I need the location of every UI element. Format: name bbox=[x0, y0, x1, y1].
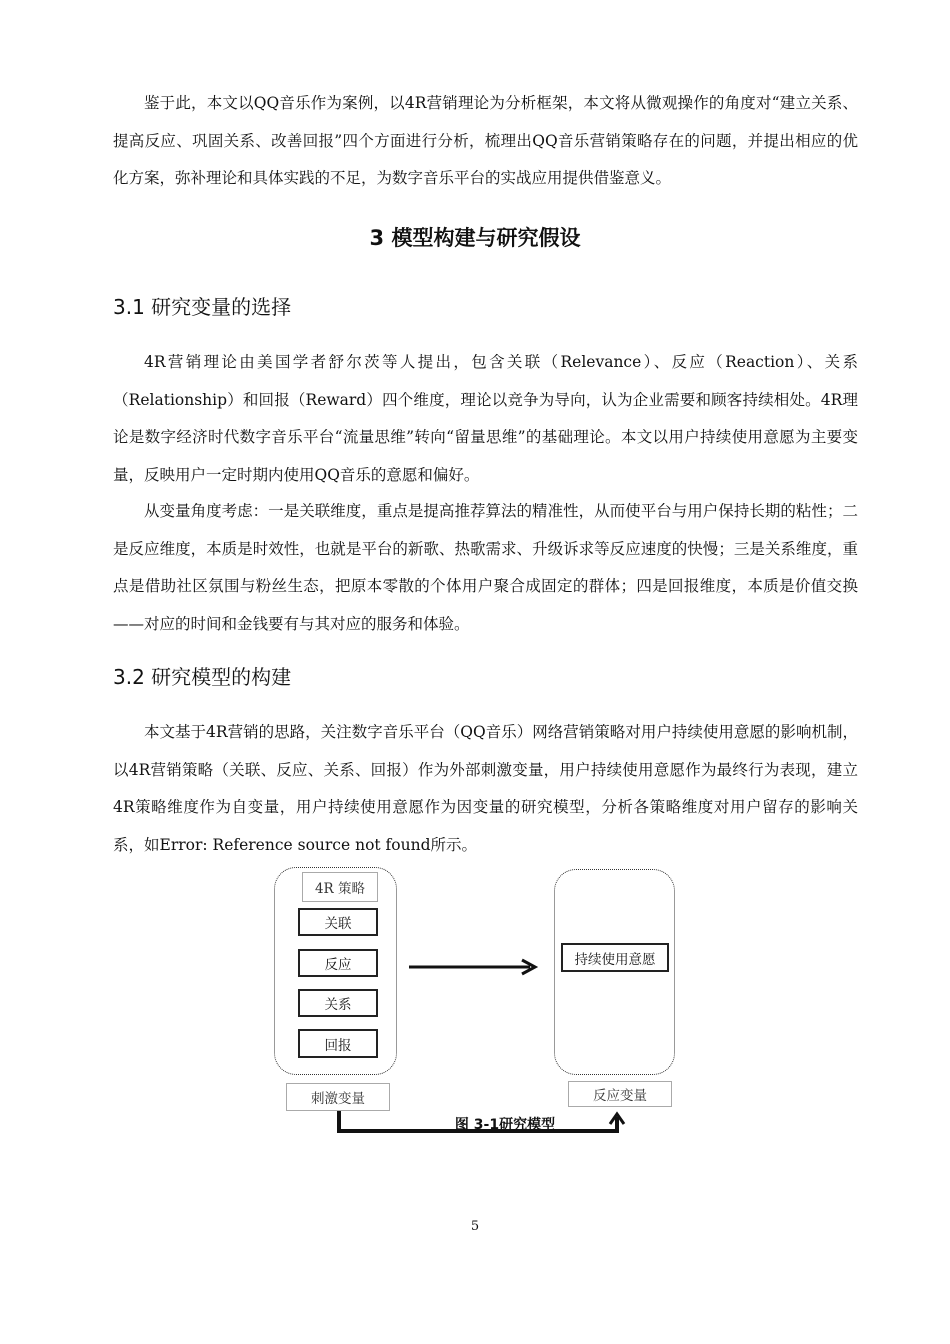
dimension-reaction: 反应 bbox=[298, 949, 378, 977]
main-arrow bbox=[409, 960, 535, 974]
intro-paragraph: 鉴于此，本文以QQ音乐作为案例，以4R营销理论为分析框架，本文将从微观操作的角度对“建立关系、提高反应、巩固关系、改善回报”四个方面进行分析，梳理出QQ音乐营销策略存在的问题，并提出相应的优化方案，弥补理论和具体实践的不足，为数字音乐平台的实战应用提供借鉴意义。 bbox=[113, 94, 858, 187]
stimulus-variable-label: 刺激变量 bbox=[286, 1083, 390, 1111]
strategy-header: 4R 策略 bbox=[302, 872, 378, 902]
response-variable-label: 反应变量 bbox=[568, 1081, 672, 1107]
page-number: 5 bbox=[470, 1219, 480, 1234]
figure-caption: 图 3-1研究模型 bbox=[454, 1117, 556, 1133]
dimension-relevance: 关联 bbox=[298, 908, 378, 936]
section-3-1-paragraph-1: 4R营销理论由美国学者舒尔茨等人提出，包含关联（Relevance）、反应（Reaction）、关系（Relationship）和回报（Reward）四个维度，理论以竞争为导向，认为企业需要和顾客持续相处。4R理论是数字经济时代数字音乐平台“流量思维”转向“留量思维”的基础理论。本文以用户持续使用意愿为主要变量，反映用户一定时期内使用QQ音乐的意愿和偏好。 bbox=[113, 353, 858, 484]
section-3-2-paragraph-1: 本文基于4R营销的思路，关注数字音乐平台（QQ音乐）网络营销策略对用户持续使用意愿的影响机制，以4R营销策略（关联、反应、关系、回报）作为外部刺激变量，用户持续使用意愿作为最终行为表现，建立4R策略维度作为自变量，用户持续使用意愿作为因变量的研究模型，分析各策略维度对用户留存的影响关系，如Error: Reference source not found所示。 bbox=[113, 723, 858, 854]
dimension-relationship: 关系 bbox=[298, 989, 378, 1017]
section-3-2-title: 3.2 研究模型的构建 bbox=[113, 665, 292, 689]
outcome-box: 持续使用意愿 bbox=[561, 943, 669, 972]
section-3-1-paragraph-2: 从变量角度考虑：一是关联维度，重点是提高推荐算法的精准性，从而使平台与用户保持长期的粘性；二是反应维度，本质是时效性，也就是平台的新歌、热歌需求、升级诉求等反应速度的快慢；三是关系维度，重点是借助社区氛围与粉丝生态，把原本零散的个体用户聚合成固定的群体；四是回报维度，本质是价值交换——对应的时间和金钱要有与其对应的服务和体验。 bbox=[113, 502, 858, 633]
outcome-group bbox=[554, 869, 675, 1075]
chapter-title: 3 模型构建与研究假设 bbox=[369, 226, 581, 250]
section-3-1-title: 3.1 研究变量的选择 bbox=[113, 295, 292, 319]
dimension-reward: 回报 bbox=[298, 1029, 378, 1058]
